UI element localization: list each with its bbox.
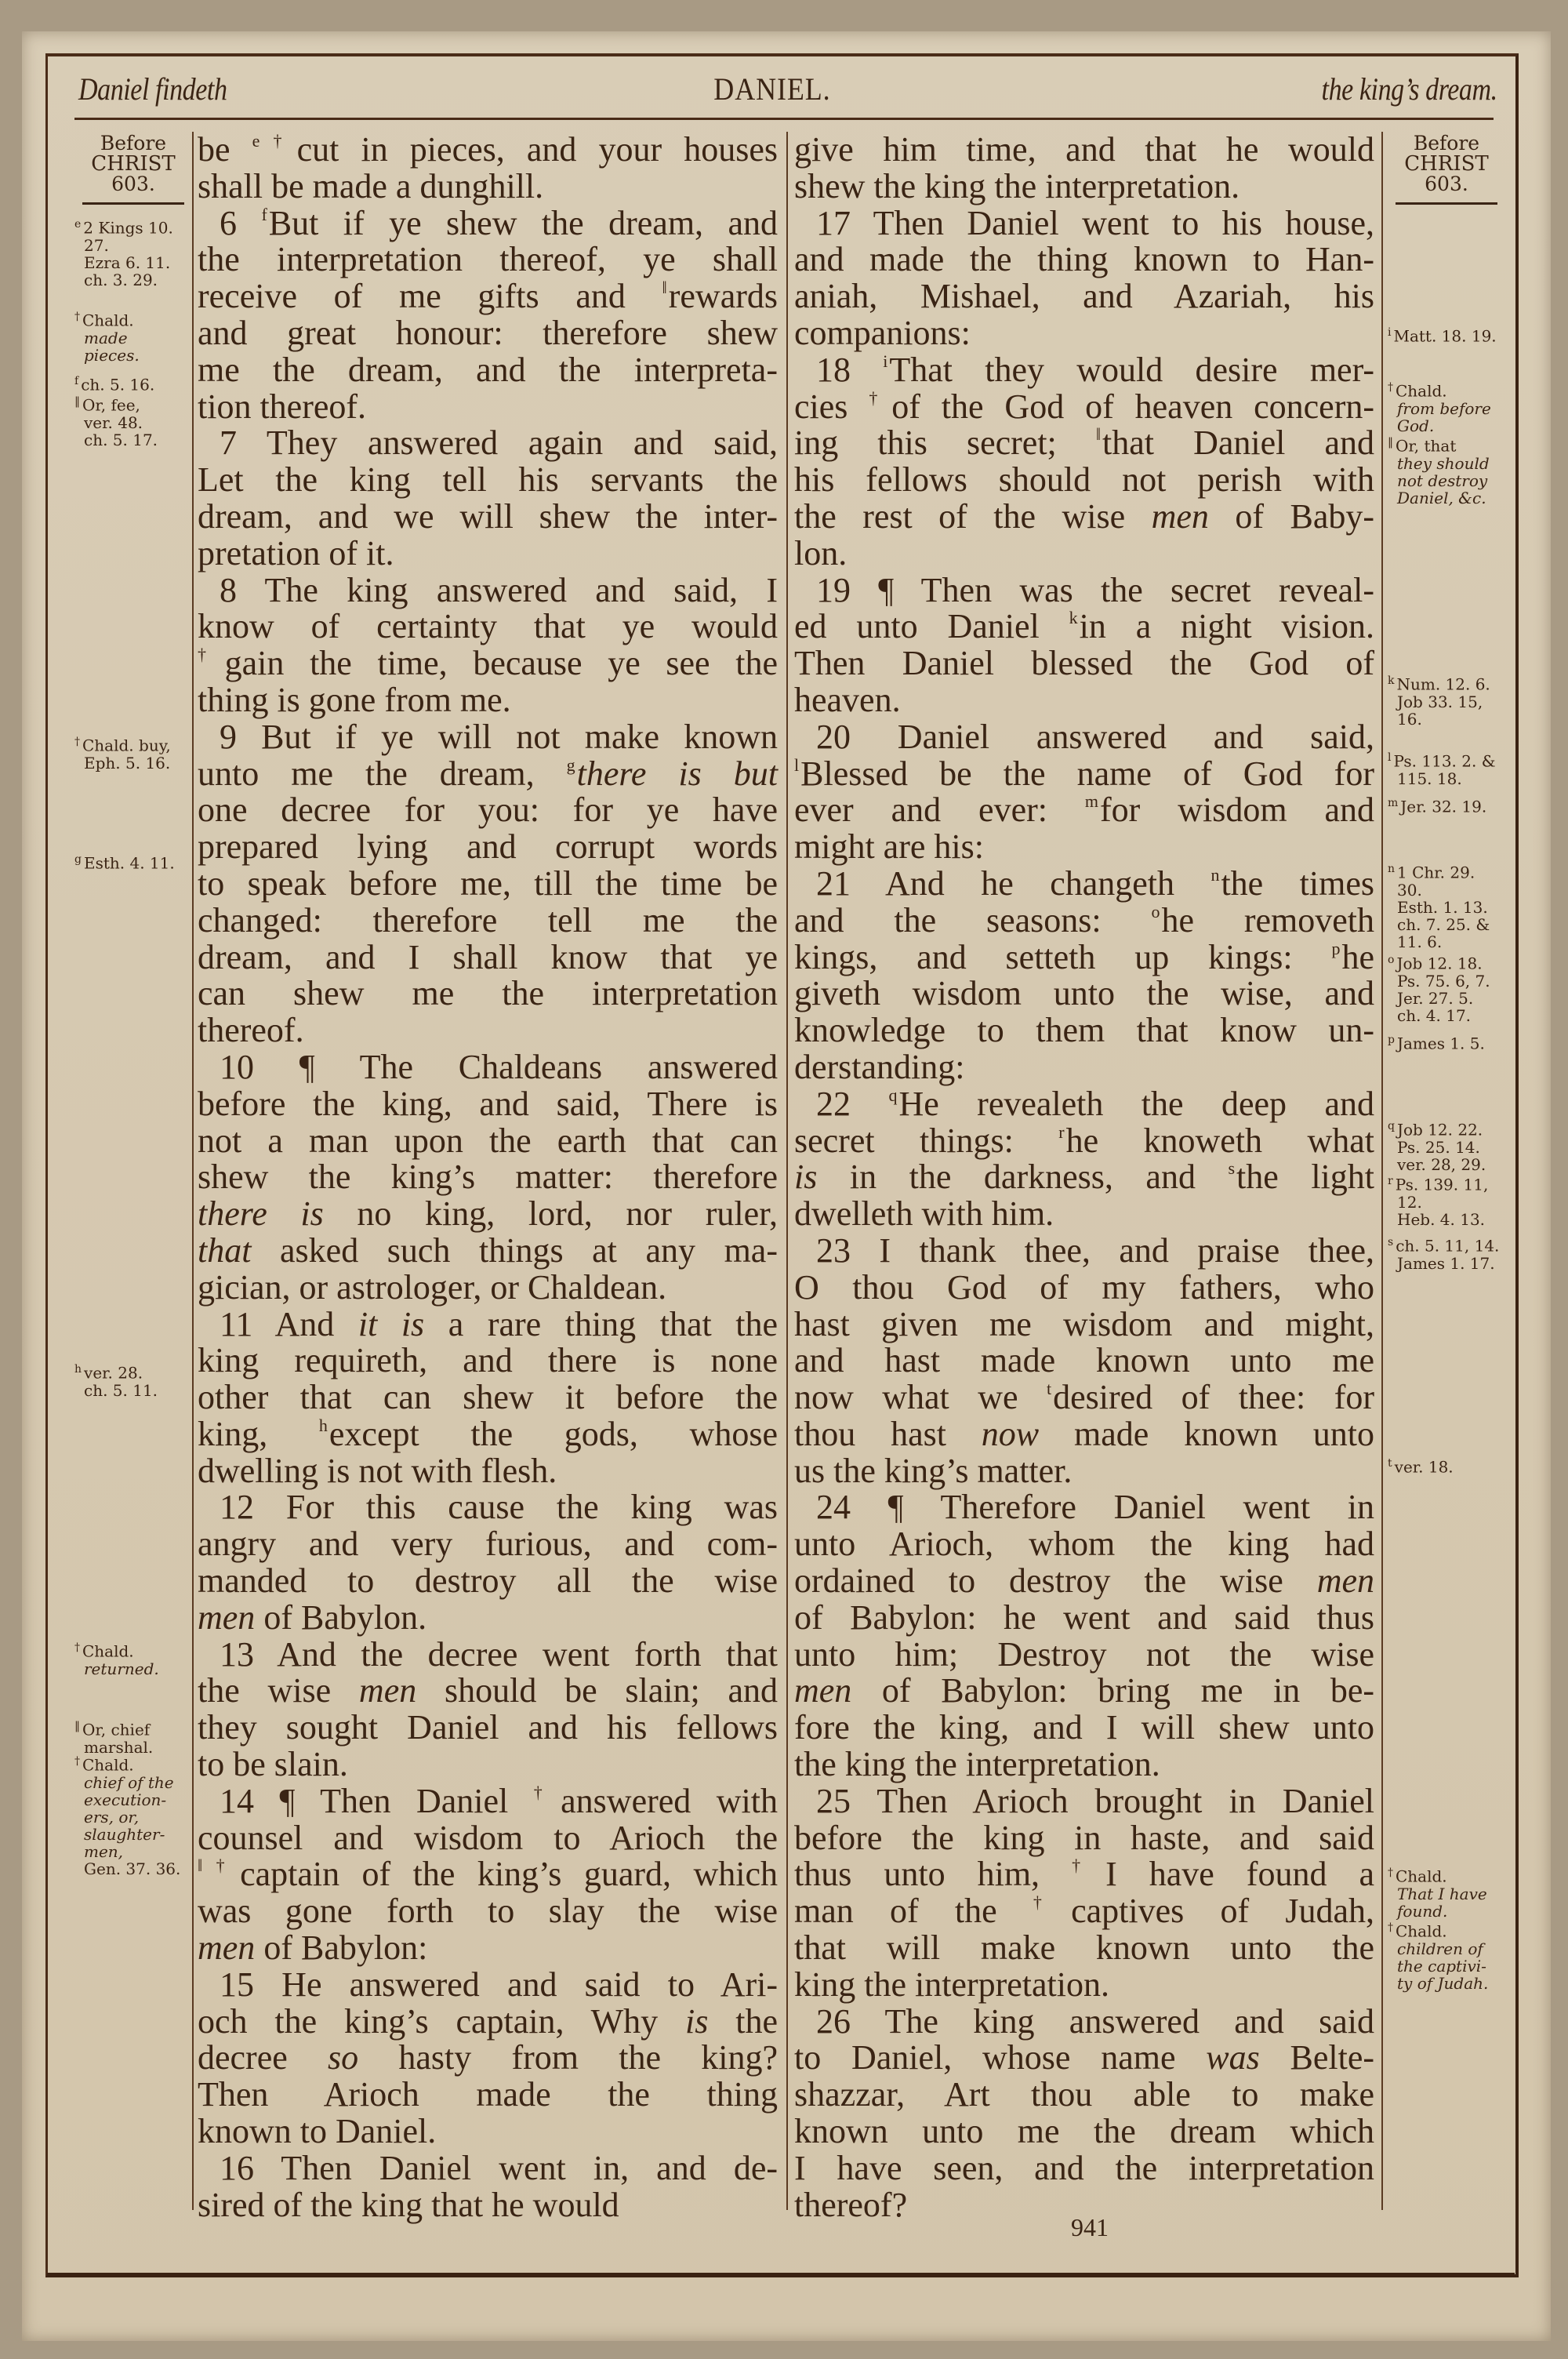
text-line: tion thereof. <box>198 387 367 426</box>
text-line: decree so hasty from the king? <box>198 2038 778 2077</box>
reference-mark: l <box>1388 751 1392 764</box>
text-line: the interpretation thereof, ye shall <box>198 240 778 279</box>
note-text: Esth. 4. 11. <box>83 853 175 873</box>
cross-reference-note <box>1388 1864 1505 1920</box>
cross-reference-note <box>1388 860 1505 951</box>
note-text: ch. 3. 29. <box>84 270 158 289</box>
note-text: ver. 48. <box>84 413 143 432</box>
text-line: might are his: <box>794 827 984 867</box>
text-line: prepared lying and corrupt words <box>198 827 778 867</box>
cross-reference-note <box>74 1639 192 1677</box>
text-line: companions: <box>794 313 971 352</box>
note-gloss: ty of Judah. <box>1397 1973 1489 1993</box>
text-line: shew the king’s matter: therefore <box>198 1158 778 1197</box>
text-line: king the interpretation. <box>794 1965 1109 2004</box>
note-gloss: God. <box>1397 416 1435 435</box>
note-text: 1 Chr. 29. <box>1397 863 1475 882</box>
reference-mark: † <box>1388 1921 1393 1934</box>
note-text: Ezra 6. 11. <box>84 253 171 272</box>
text-line: before the king, and said, There is <box>198 1084 778 1123</box>
text-line: counsel and wisdom to Arioch the <box>198 1818 778 1857</box>
cross-reference-note <box>1388 324 1505 345</box>
text-line: ‖†captain of the king’s guard, which <box>198 1855 778 1894</box>
text-line: that asked such things at any ma- <box>198 1230 778 1270</box>
reference-mark: h <box>74 1363 82 1376</box>
note-text: ver. 18. <box>1394 1457 1454 1477</box>
text-line: one decree for you: for ye have <box>198 791 778 830</box>
text-line: 7 They answered again and said, <box>220 423 778 463</box>
text-line: thereof. <box>198 1011 304 1050</box>
text-line: knowledge to them that know un- <box>794 1011 1374 1050</box>
note-text: Ps. 113. 2. & <box>1393 751 1496 771</box>
text-line: man of the †captives of Judah, <box>794 1892 1374 1931</box>
before-label: Before <box>100 132 167 154</box>
cross-reference-note <box>1388 434 1505 507</box>
text-line: give him time, and that he would <box>794 130 1374 169</box>
note-gloss: the captivi- <box>1397 1956 1486 1976</box>
text-line: dream, and I shall know that ye <box>198 937 778 976</box>
note-text: ch. 5. 11. <box>84 1380 158 1400</box>
text-line: the wise men should be slain; and <box>198 1671 778 1710</box>
note-gloss: children of <box>1397 1939 1483 1958</box>
note-text: Num. 12. 6. <box>1396 674 1490 694</box>
reference-mark: k <box>1388 674 1395 687</box>
text-line: 13 And the decree went forth that <box>220 1634 778 1674</box>
text-line: kings, and setteth up kings: $^p$he <box>794 937 1374 976</box>
text-line: aniah, Mishael, and Azariah, his <box>794 277 1374 316</box>
note-text: marshal. <box>84 1737 154 1757</box>
note-gloss: they should <box>1397 453 1490 473</box>
note-text: 30. <box>1397 880 1422 900</box>
reference-mark: † <box>1388 1866 1393 1879</box>
text-line: lon. <box>794 533 848 572</box>
cross-reference-note <box>1388 672 1505 728</box>
note-text: ver. 28. <box>84 1363 143 1383</box>
text-line: unto him; Destroy not the wise <box>794 1634 1374 1674</box>
text-column-left <box>198 132 778 2223</box>
cross-reference-note <box>74 851 192 872</box>
text-line: 18 $^i$That they would desire mer- <box>816 350 1374 389</box>
reference-mark: o <box>1388 954 1395 966</box>
text-line: thereof? <box>794 2185 908 2224</box>
text-line: fore the king, and I will shew unto <box>794 1708 1374 1747</box>
reference-mark: ‖ <box>74 395 80 408</box>
text-line: dwelleth with him. <box>794 1194 1054 1234</box>
text-line: is in the darkness, and $^s$the light <box>794 1158 1374 1197</box>
note-gloss: pieces. <box>84 345 140 365</box>
text-line: before the king in haste, and said <box>794 1818 1374 1857</box>
page-number: 941 <box>1071 2213 1109 2241</box>
note-text: Chald. <box>82 1755 134 1775</box>
text-line: and hast made known unto me <box>794 1341 1374 1380</box>
text-line: 16 Then Daniel went in, and de- <box>220 2148 778 2187</box>
cross-reference-note <box>74 1717 192 1756</box>
text-line: 11 And it is a rare thing that the <box>220 1304 779 1343</box>
cross-reference-note <box>74 733 192 772</box>
text-line: shazzar, Art thou able to make <box>794 2075 1374 2114</box>
cross-reference-note <box>1388 1919 1505 1992</box>
text-line: known unto me the dream which <box>794 2112 1374 2151</box>
text-line: ed unto Daniel $^k$in a night vision. <box>794 607 1374 646</box>
text-line: manded to destroy all the wise <box>198 1561 778 1601</box>
text-line: 25 Then Arioch brought in Daniel <box>816 1781 1374 1820</box>
note-text: Or, that <box>1396 436 1457 456</box>
reference-mark: n <box>1388 863 1396 875</box>
text-line: thou hast now made known unto <box>794 1414 1374 1453</box>
cross-reference-note <box>74 1753 192 1877</box>
note-text: 16. <box>1397 709 1422 729</box>
text-line: thus unto him, †I have found a <box>794 1855 1374 1894</box>
text-line: angry and very furious, and com- <box>198 1525 778 1564</box>
note-text: Matt. 18. 19. <box>1393 326 1497 346</box>
text-line: gician, or astrologer, or Chaldean. <box>198 1267 667 1307</box>
note-text: Gen. 37. 36. <box>84 1859 181 1878</box>
right-column-rule <box>1381 132 1383 2210</box>
text-line: 17 Then Daniel went to his house, <box>816 203 1374 242</box>
text-line: receive of me gifts and ‖rewards <box>198 277 778 316</box>
text-line: to Daniel, whose name was Belte- <box>794 2038 1374 2077</box>
date-heading-right <box>1396 133 1497 205</box>
text-line: hast given me wisdom and might, <box>794 1304 1374 1343</box>
cross-reference-note <box>74 373 192 394</box>
header-left: Daniel findeth <box>78 71 227 107</box>
reference-mark: m <box>1388 797 1399 809</box>
cross-reference-note <box>74 393 192 449</box>
reference-mark: e <box>74 218 82 231</box>
reference-mark: r <box>1388 1175 1393 1187</box>
text-line: 8 The king answered and said, I <box>220 570 778 609</box>
cross-reference-note <box>1388 1172 1505 1228</box>
text-line: ever and ever: $^m$for wisdom and <box>794 791 1374 830</box>
note-text: Eph. 5. 16. <box>84 753 171 772</box>
note-text: Job 12. 22. <box>1396 1120 1483 1140</box>
cross-reference-note <box>1388 794 1505 816</box>
text-line: thing is gone from me. <box>198 680 511 719</box>
note-gloss: ers, or, <box>84 1807 140 1826</box>
note-text: Heb. 4. 13. <box>1397 1209 1486 1229</box>
note-gloss: chief of the <box>84 1772 174 1792</box>
text-line: derstanding: <box>794 1047 965 1086</box>
note-gloss: men, <box>84 1841 124 1861</box>
text-line: 6 $^f$But if ye shew the dream, and <box>220 203 779 242</box>
note-text: Jer. 32. 19. <box>1400 797 1487 816</box>
note-text: 27. <box>84 235 109 255</box>
text-line: changed: therefore tell me the <box>198 900 778 940</box>
text-line: known to Daniel. <box>198 2112 437 2151</box>
text-line: not a man upon the earth that can <box>198 1121 778 1160</box>
text-line: the rest of the wise men of Baby- <box>794 496 1375 536</box>
left-column-rule <box>192 132 194 2210</box>
reference-mark: p <box>1388 1034 1395 1046</box>
text-line: 10 ¶ The Chaldeans answered <box>220 1047 778 1086</box>
note-gloss: slaughter- <box>84 1824 165 1844</box>
text-line: heaven. <box>794 680 901 719</box>
note-text: Chald. <box>82 1641 134 1661</box>
christ-label: CHRIST <box>1404 152 1489 176</box>
reference-mark: f <box>74 375 79 387</box>
text-line: to speak before me, till the time be <box>198 863 778 903</box>
text-line: dream, and we will shew the inter- <box>198 496 778 536</box>
cross-reference-note <box>1388 1455 1505 1476</box>
reference-mark: ‖ <box>74 1720 80 1732</box>
text-line: sired of the king that he would <box>198 2185 619 2224</box>
note-text: ch. 5. 17. <box>84 430 158 449</box>
text-line: unto me the dream, $^g$there is but <box>198 754 778 793</box>
note-text: 12. <box>1397 1192 1422 1212</box>
text-line: Then Daniel blessed the God of <box>794 644 1374 683</box>
text-line: now what we $^t$desired of thee: for <box>794 1378 1375 1417</box>
note-gloss: execution- <box>84 1790 167 1809</box>
text-line: cies †of the God of heaven concern- <box>794 387 1375 426</box>
reference-mark: † <box>1388 381 1393 394</box>
text-line: 20 Daniel answered and said, <box>816 717 1374 756</box>
text-line: be $^{e\dagger}$cut in pieces, and your houses <box>198 130 779 169</box>
note-text: Or, chief <box>82 1720 151 1739</box>
cross-reference-note <box>1388 1118 1505 1173</box>
text-line: och the king’s captain, Why is the <box>198 2001 778 2041</box>
text-line: 14 ¶ Then Daniel †answered with <box>220 1781 778 1820</box>
text-line: ordained to destroy the wise men <box>794 1561 1374 1601</box>
right-margin-notes <box>1388 132 1505 1993</box>
text-line: to be slain. <box>198 1745 348 1784</box>
text-line: was gone forth to slay the wise <box>198 1892 778 1931</box>
note-text: Ps. 139. 11, <box>1395 1175 1489 1194</box>
text-line: 15 He answered and said to Ari- <box>220 1965 778 2004</box>
text-line: unto Arioch, whom the king had <box>794 1525 1374 1564</box>
text-line: of Babylon: he went and said thus <box>794 1598 1374 1637</box>
text-line: the king the interpretation. <box>794 1745 1160 1784</box>
year-label: 603. <box>111 173 155 195</box>
note-text: Job 12. 18. <box>1396 954 1483 973</box>
note-gloss: found. <box>1397 1901 1448 1921</box>
text-line: men of Babylon. <box>198 1598 427 1637</box>
text-line: us the king’s matter. <box>794 1451 1073 1490</box>
note-gloss: Daniel, &c. <box>1397 488 1486 507</box>
text-line: †gain the time, because ye see the <box>198 644 778 683</box>
text-line: 19 ¶ Then was the secret reveal- <box>816 570 1374 609</box>
cross-reference-note <box>74 216 192 289</box>
text-line: men of Babylon: bring me in be- <box>794 1671 1374 1710</box>
note-text: ver. 28, 29. <box>1397 1154 1486 1174</box>
note-text: ch. 7. 25. & <box>1397 914 1490 934</box>
text-line: his fellows should not perish with <box>794 460 1374 500</box>
cross-reference-note <box>1388 749 1505 787</box>
note-text: 2 Kings 10. <box>83 218 173 238</box>
reference-mark: s <box>1388 1236 1394 1249</box>
note-text: ch. 5. 11, 14. <box>1396 1236 1500 1256</box>
note-gloss: made <box>84 328 128 347</box>
text-line: king, $^h$except the gods, whose <box>198 1414 778 1453</box>
text-line: giveth wisdom unto the wise, and <box>794 974 1374 1013</box>
running-header <box>78 61 1497 116</box>
note-text: James 1. 5. <box>1396 1034 1485 1053</box>
book-title: DANIEL. <box>713 71 831 107</box>
text-line: men of Babylon: <box>198 1928 428 1968</box>
text-line: Let the king tell his servants the <box>198 460 778 500</box>
reference-mark: † <box>74 736 80 748</box>
note-text: Jer. 27. 5. <box>1397 988 1474 1008</box>
reference-mark: i <box>1388 326 1392 339</box>
reference-mark: g <box>74 853 82 866</box>
bottom-rule <box>47 2273 1515 2275</box>
text-line: 24 ¶ Therefore Daniel went in <box>816 1488 1374 1527</box>
note-text: Ps. 25. 14. <box>1397 1137 1480 1157</box>
cross-reference-note <box>74 1361 192 1399</box>
text-line: 12 For this cause the king was <box>220 1488 778 1527</box>
note-text: Chald. <box>82 311 134 330</box>
year-label: 603. <box>1425 173 1468 195</box>
text-line: 23 I thank thee, and praise thee, <box>816 1230 1374 1270</box>
text-line: pretation of it. <box>198 533 394 572</box>
before-label: Before <box>1413 132 1480 154</box>
left-margin-notes <box>74 132 192 1878</box>
reference-mark: t <box>1388 1457 1392 1470</box>
text-line: know of certainty that ye would <box>198 607 778 646</box>
note-text: Chald. buy, <box>82 736 171 755</box>
text-line: me the dream, and the interpreta- <box>198 350 778 389</box>
note-text: Or, fee, <box>82 395 140 415</box>
text-line: 22 $^q$He revealeth the deep and <box>816 1084 1375 1123</box>
text-column-right <box>794 132 1374 2223</box>
note-gloss: returned. <box>84 1659 159 1678</box>
text-line: secret things: $^r$he knoweth what <box>794 1121 1374 1160</box>
note-text: ch. 5. 16. <box>81 375 155 394</box>
note-gloss: from before <box>1397 398 1491 418</box>
note-text: Job 33. 15, <box>1397 692 1483 711</box>
christ-label: CHRIST <box>91 152 176 176</box>
note-text: Esth. 1. 13. <box>1397 897 1488 917</box>
text-line: other that can shew it before the <box>198 1378 778 1417</box>
note-text: James 1. 17. <box>1397 1253 1495 1273</box>
note-text: 115. 18. <box>1397 769 1462 788</box>
reference-mark: † <box>74 1641 80 1654</box>
note-gloss: That I have <box>1397 1884 1487 1903</box>
cross-reference-note <box>1388 379 1505 434</box>
text-line: I have seen, and the interpretation <box>794 2148 1374 2187</box>
note-gloss: not destroy <box>1397 471 1488 490</box>
reference-mark: q <box>1388 1120 1395 1132</box>
reference-mark: † <box>74 1755 80 1768</box>
header-rule <box>74 118 1494 120</box>
text-line: they sought Daniel and his fellows <box>198 1708 778 1747</box>
reference-mark: † <box>74 311 80 323</box>
reference-mark: ‖ <box>1388 436 1393 449</box>
note-text: Ps. 75. 6, 7. <box>1397 971 1490 990</box>
text-line: that will make known unto the <box>794 1928 1374 1968</box>
text-line: shew the king the interpretation. <box>794 166 1240 205</box>
center-column-rule <box>786 132 788 2210</box>
cross-reference-note <box>1388 1234 1505 1272</box>
text-line: O thou God of my fathers, who <box>794 1267 1374 1307</box>
date-heading-left <box>82 133 184 205</box>
text-line: and great honour: therefore shew <box>198 313 778 352</box>
text-line: ing this secret; ‖that Daniel and <box>794 423 1375 463</box>
text-line: $^l$Blessed be the name of God for <box>794 754 1374 793</box>
text-line: and made the thing known to Han- <box>794 240 1374 279</box>
text-line: can shew me the interpretation <box>198 974 778 1013</box>
note-text: Chald. <box>1396 1921 1447 1941</box>
text-line: 9 But if ye will not make known <box>220 717 778 756</box>
text-line: shall be made a dunghill. <box>198 166 544 205</box>
text-line: king requireth, and there is none <box>198 1341 778 1380</box>
text-line: Then Arioch made the thing <box>198 2075 778 2114</box>
text-line: 21 And he changeth $^n$the times <box>816 863 1374 903</box>
text-line: dwelling is not with flesh. <box>198 1451 557 1490</box>
cross-reference-note <box>74 308 192 364</box>
text-line: 26 The king answered and said <box>816 2001 1374 2041</box>
note-text: 11. 6. <box>1397 932 1443 951</box>
cross-reference-note <box>1388 1031 1505 1052</box>
cross-reference-note <box>1388 951 1505 1024</box>
note-text: ch. 4. 17. <box>1397 1005 1472 1025</box>
text-line: and the seasons: $^o$he removeth <box>794 900 1374 940</box>
note-text: Chald. <box>1396 1866 1447 1886</box>
header-right: the king’s dream. <box>1321 71 1497 107</box>
note-text: Chald. <box>1396 381 1447 401</box>
text-line: there is no king, lord, nor ruler, <box>198 1194 778 1234</box>
